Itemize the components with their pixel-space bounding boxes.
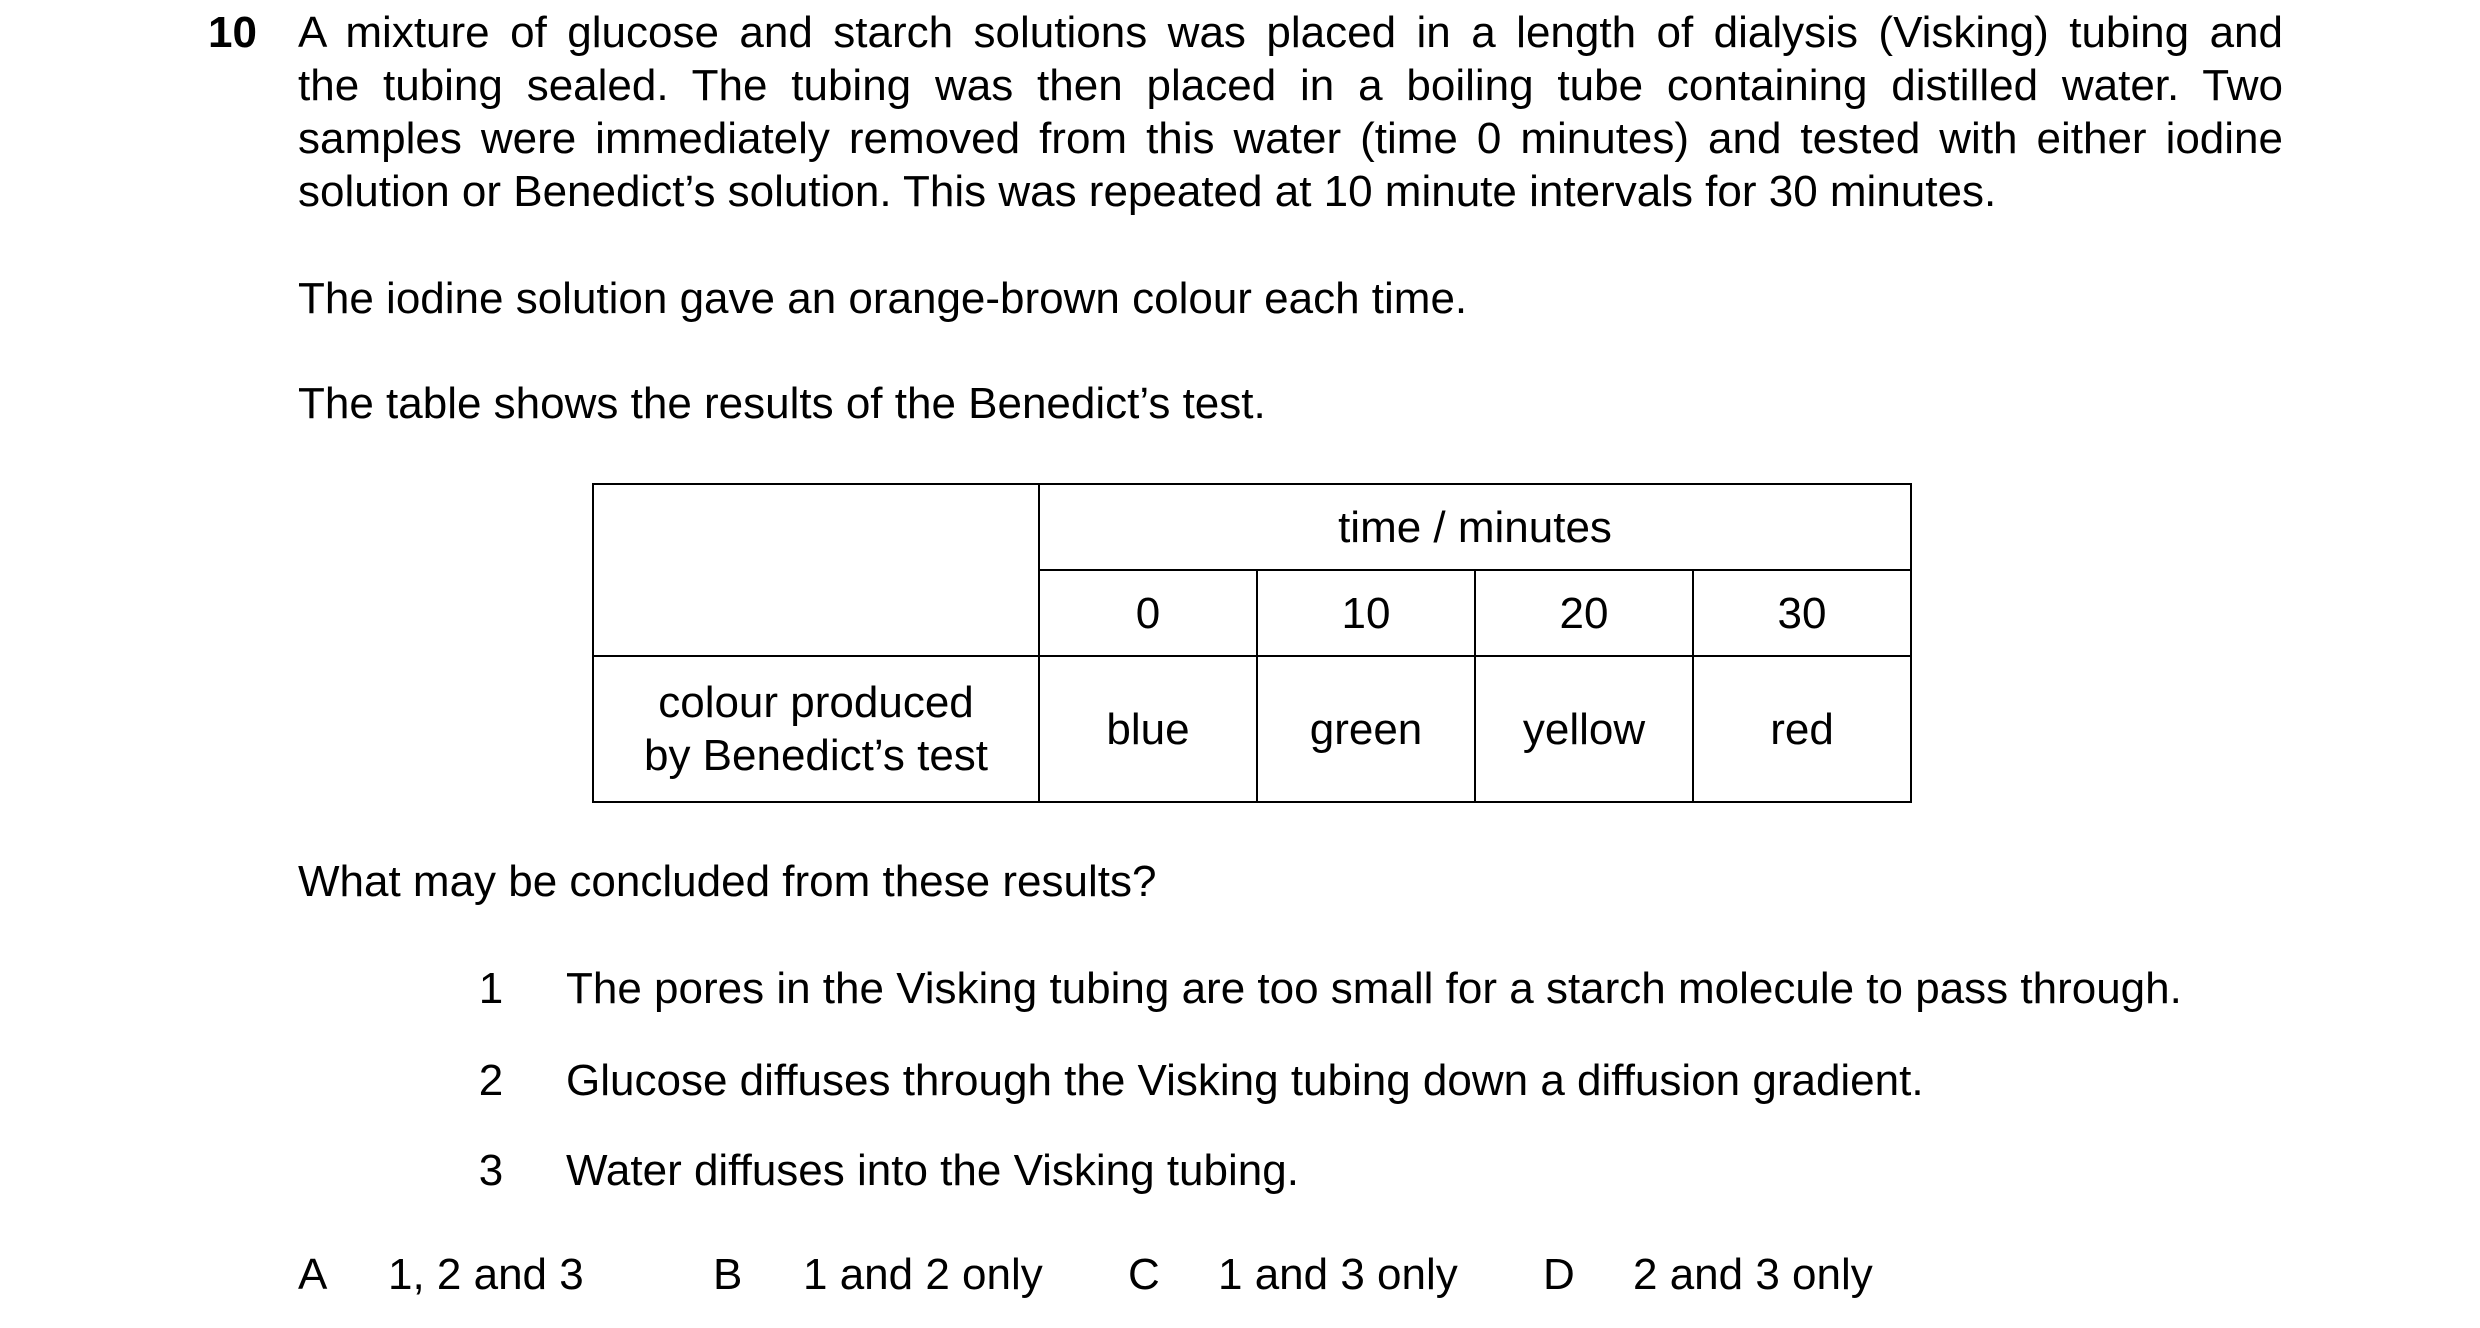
table-header-time: time / minutes [1039,484,1911,570]
statement-number: 3 [478,1146,504,1195]
option-a-letter[interactable]: A [298,1250,328,1299]
option-c-letter[interactable]: C [1128,1250,1160,1299]
table-intro-text: The table shows the results of the Benedict’s test. [298,379,1266,428]
colour-cell: red [1693,656,1911,802]
time-cell: 30 [1693,570,1911,656]
colour-cell: yellow [1475,656,1693,802]
stem-line: samples were immediately removed from this water (time 0 minutes) and tested with either iodine [298,114,2283,163]
table-blank-corner [593,484,1039,656]
statement-text: Glucose diffuses through the Visking tubing down a diffusion gradient. [566,1056,1924,1105]
statement-number: 1 [478,964,504,1013]
time-cell: 0 [1039,570,1257,656]
option-d-text[interactable]: 2 and 3 only [1633,1250,1873,1299]
row-label-line: colour produced [658,678,974,727]
stem-line: the tubing sealed. The tubing was then placed in a boiling tube containing distilled water. Two [298,61,2283,110]
question-prompt: What may be concluded from these results? [298,857,1157,906]
row-label [593,656,1039,802]
option-c-text[interactable]: 1 and 3 only [1218,1250,1458,1299]
stem-line: solution or Benedict’s solution. This was repeated at 10 minute intervals for 30 minutes. [298,167,1997,216]
row-label-line: by Benedict’s test [643,731,989,780]
question-stem [298,6,2283,218]
option-b-letter[interactable]: B [713,1250,743,1299]
statement-number: 2 [478,1056,504,1105]
iodine-result-text: The iodine solution gave an orange-brown colour each time. [298,274,1468,323]
colour-cell: green [1257,656,1475,802]
statement-text: The pores in the Visking tubing are too small for a starch molecule to pass through. [566,964,2182,1013]
stem-line: A mixture of glucose and starch solutions was placed in a length of dialysis (Visking) tubing and [298,8,2283,57]
option-b-text[interactable]: 1 and 2 only [803,1250,1043,1299]
question-number: 10 [208,8,257,57]
statement-text: Water diffuses into the Visking tubing. [566,1146,1299,1195]
option-a-text[interactable]: 1, 2 and 3 [388,1250,584,1299]
time-cell: 20 [1475,570,1693,656]
time-cell: 10 [1257,570,1475,656]
option-d-letter[interactable]: D [1543,1250,1575,1299]
colour-cell: blue [1039,656,1257,802]
benedicts-results-table [592,483,1912,803]
